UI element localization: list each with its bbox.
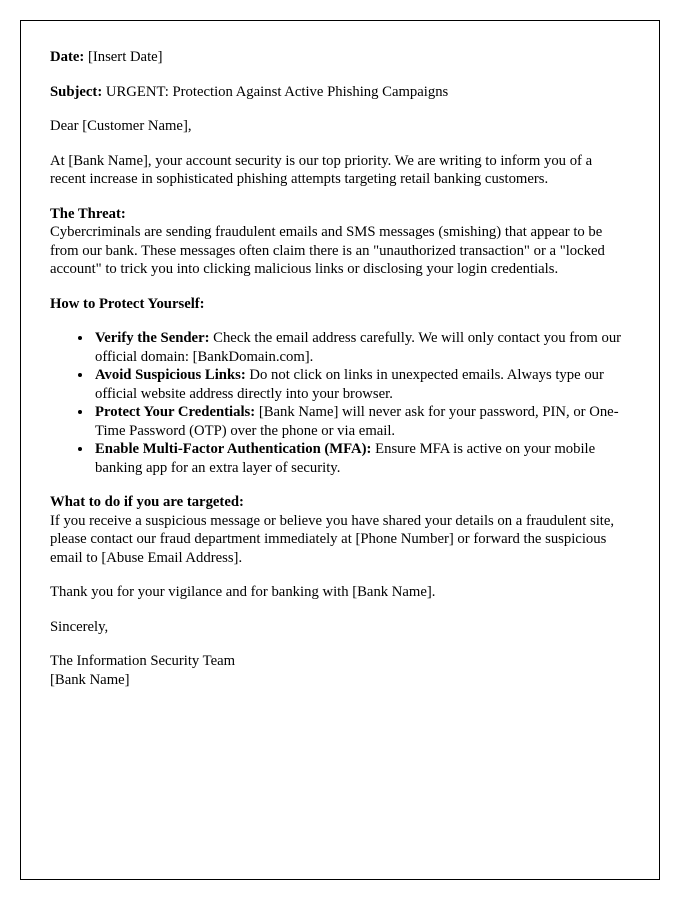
targeted-body: If you receive a suspicious message or believe you have shared your details on a fraudulent site, please contact our fraud department immediately at [Phone Number] or forward the suspicious email to [Abuse Email Address]. [50,512,615,566]
intro-paragraph: At [Bank Name], your account security is our top priority. We are writing to inform you of a recent increase in sophisticated phishing attempts targeting retail banking customers. [50,152,593,188]
date-label: Date: [50,49,85,65]
threat-body: Cybercriminals are sending fraudulent emails and SMS messages (smishing) that appear to be from our bank. These messages often claim there is an "unauthorized transaction" or a "locked account" to trick you into clicking malicious links or disclosing your login credentials. [50,224,605,278]
letter-document [20,20,660,880]
list-item [93,329,630,366]
salutation: Dear [Customer Name], [50,118,192,135]
bullet-text: Ensure MFA is active on your mobile banking app for an extra layer of security. [95,441,596,476]
protect-heading: How to Protect Yourself: [50,295,205,312]
bullet-label: Enable Multi-Factor Authentication (MFA): [95,441,372,458]
list-item [93,366,630,403]
subject-line [50,83,630,102]
bullet-text: [Bank Name] will never ask for your password, PIN, or One-Time Password (OTP) over the phone or via email. [95,404,619,439]
targeted-heading: What to do if you are targeted: [50,494,244,511]
threat-heading: The Threat: [50,205,126,222]
list-item [93,440,630,477]
bullet-label: Verify the Sender: [95,330,210,347]
date-value: [Insert Date] [84,49,163,65]
signature-bank: [Bank Name] [50,671,130,688]
list-item [93,403,630,440]
thanks-paragraph: Thank you for your vigilance and for banking with [Bank Name]. [50,584,436,601]
date-line [50,48,630,67]
bullet-label: Protect Your Credentials: [95,404,256,421]
closing: Sincerely, [50,618,109,635]
signature-team: The Information Security Team [50,653,236,670]
subject-label: Subject: [50,83,103,100]
targeted-section [50,493,630,567]
bullet-label: Avoid Suspicious Links: [95,367,246,384]
bullet-text: Check the email address carefully. We will only contact you from our official domain: [BankDomain.com]. [95,330,622,365]
protection-tips-list [50,329,630,477]
subject-value: URGENT: Protection Against Active Phishing Campaigns [102,83,449,100]
signature-block [50,652,630,689]
threat-section [50,205,630,279]
bullet-text: Do not click on links in unexpected emails. Always type our official website address directly into your browser. [95,367,604,402]
